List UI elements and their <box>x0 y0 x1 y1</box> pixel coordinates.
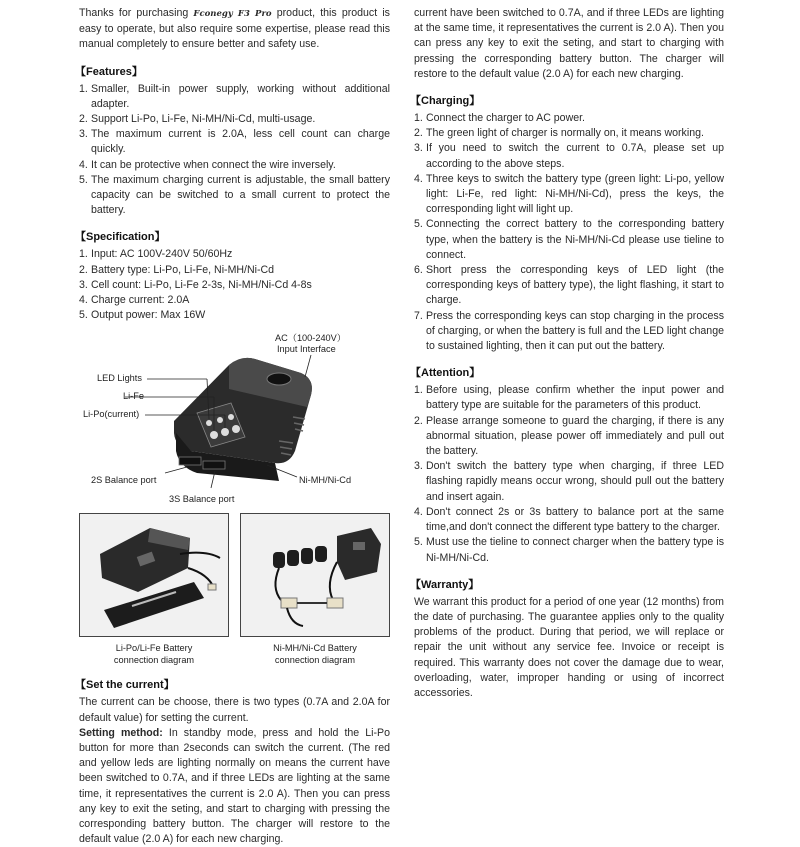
list-item: 2. Support Li-Po, Li-Fe, Ni-MH/Ni-Cd, multi-usage. <box>79 113 316 126</box>
list-item: 2. The green light of charger is normally on, it means working. <box>414 127 704 140</box>
warranty-paragraph: We warrant this product for a period of one year (12 months) from the date of purchasing. The guarantee applies only to the quality problems of the product. During that period, we will replace or repair the unit without any service fee. Invoice or receipt is required. This warranty does not cover the damage due to wear, overloading, water, improper handing or using of incorrect accessories. <box>414 595 724 699</box>
set-current-heading: 【Set the current】 <box>75 679 175 692</box>
attention-list <box>414 383 724 565</box>
lipo-connection-photo <box>79 513 229 637</box>
setting-method-label: Setting method: <box>79 726 163 739</box>
list-item: 4. It can be protective when connect the wire inversely. <box>79 158 336 171</box>
list-item: 5. Output power: Max 16W <box>79 309 206 322</box>
list-item: 1. Before using, please confirm whether the input power and battery type are suitable for the parameters of this product. <box>414 384 724 412</box>
list-item: 2. Please arrange someone to guard the charging, if there is any abnormal situation, please power off immediately and pull out the battery. <box>414 414 724 458</box>
charging-list <box>414 111 724 354</box>
ac-input-interface-label: Input Interface <box>277 344 336 355</box>
right-column <box>410 6 724 701</box>
list-item: 1. Connect the charger to AC power. <box>414 112 585 125</box>
list-item: 3. If you need to switch the current to 0.7A, please set up according to the above steps. <box>414 142 724 170</box>
list-item: 5. Connecting the correct battery to the corresponding battery type, when the battery is the Ni-MH/Ni-Cd please use tieline to connect. <box>414 218 724 261</box>
list-item: 4. Charge current: 2.0A <box>79 294 190 307</box>
balance-2s-label: 2S Balance port <box>91 475 157 486</box>
setting-method-text: In standby mode, press and hold the Li-Po button for more than 2seconds can switch the current. (The red and yellow leds are lighting normally on means the current have been switched to 0.7A, and if three LEDs are lighting at the same time, it representatives the current is 2.0 A). Then you can press any key to exit the seting, and start to charging with pressing the corresponding battery button. The charger will restore to the default value (2.0 A) for each new charging. <box>79 726 390 846</box>
lipo-caption: Li-Po/Li-Fe Battery connection diagram <box>113 643 195 666</box>
connection-photos <box>79 513 390 666</box>
list-item: 2. Battery type: Li-Po, Li-Fe, Ni-MH/Ni-Cd <box>79 263 275 276</box>
nimh-port-label: Ni-MH/Ni-Cd <box>299 475 352 486</box>
nimh-photo-block <box>240 513 390 666</box>
left-column <box>75 6 390 846</box>
list-item: 4. Don't connect 2s or 3s battery to balance port at the same time,and don't connect the different type battery to the charger. <box>414 505 724 534</box>
warranty-heading: 【Warranty】 <box>410 578 480 591</box>
specification-list <box>79 247 390 323</box>
balance-3s-label: 3S Balance port <box>169 494 235 505</box>
list-item: 5. The maximum charging current is adjustable, the small battery capacity can be switched to a small current to protect the battery. <box>79 173 390 217</box>
attention-heading: 【Attention】 <box>410 367 481 380</box>
charging-heading: 【Charging】 <box>410 95 481 108</box>
nimh-connection-photo <box>240 513 390 637</box>
setting-method-continued: current have been switched to 0.7A, and if three LEDs are lighting at the same time, it representatives the current is 2.0 A). Then you can press any key to exit the seting, and start to charging with pressing the corresponding battery button. The charger will restore to the default value (2.0 A) for each new charging. <box>414 7 724 80</box>
list-item: 5. Must use the tieline to connect charger when the battery type is Ni-MH/Ni-Cd. <box>414 536 724 564</box>
set-current-paragraph: The current can be choose, there is two types (0.7A and 2.0A for default value) for setting the current. <box>79 696 390 724</box>
lipo-photo-illustration <box>80 514 228 636</box>
nimh-photo-illustration <box>241 514 389 636</box>
ac-input-label: AC（100-240V） <box>275 333 346 344</box>
list-item: 3. The maximum current is 2.0A, less cell count can charge quickly. <box>79 128 390 156</box>
setting-method-paragraph <box>79 726 390 846</box>
intro-paragraph: Thanks for purchasing Fconegy F3 Pro product, this product is easy to operate, but also require some expertise, please read this manual completely to ensure better and safety use. <box>79 7 390 51</box>
list-item: 1. Smaller, Built-in power supply, working without additional adapter. <box>79 82 390 110</box>
specification-heading: 【Specification】 <box>75 231 166 244</box>
list-item: 3. Don't switch the battery type when charging, if three LED flashing rapidly means occur wrong, should pull out the battery and insert again. <box>414 460 724 503</box>
features-heading: 【Features】 <box>75 65 143 78</box>
li-fe-label: Li-Fe <box>123 391 144 402</box>
features-list <box>79 82 390 219</box>
charger-diagram <box>79 333 390 511</box>
brand-name: Fconegy F3 Pro <box>193 9 272 19</box>
list-item: 4. Three keys to switch the battery type (green light: Li-po, yellow light: Li-Fe, red light: Ni-MH/Ni-Cd), press the keys, the corresponding light will light up. <box>414 172 724 216</box>
list-item: 3. Cell count: Li-Po, Li-Fe 2-3s, Ni-MH/Ni-Cd 4-8s <box>79 278 312 291</box>
li-po-current-label: Li-Po(current) <box>83 409 140 420</box>
list-item: 6. Short press the corresponding keys of LED light (the corresponding keys of battery type), the light flashing, it start to charge. <box>414 264 724 307</box>
lipo-photo-block <box>79 513 229 666</box>
list-item: 7. Press the corresponding keys can stop charging in the process of charging, or when the battery is full and the LED light change to sustained lighting, then it can put out the battery. <box>414 309 724 353</box>
nimh-caption: Ni-MH/Ni-Cd Battery connection diagram <box>273 643 357 666</box>
led-lights-label: LED Lights <box>97 373 142 384</box>
list-item: 1. Input: AC 100V-240V 50/60Hz <box>79 248 233 261</box>
